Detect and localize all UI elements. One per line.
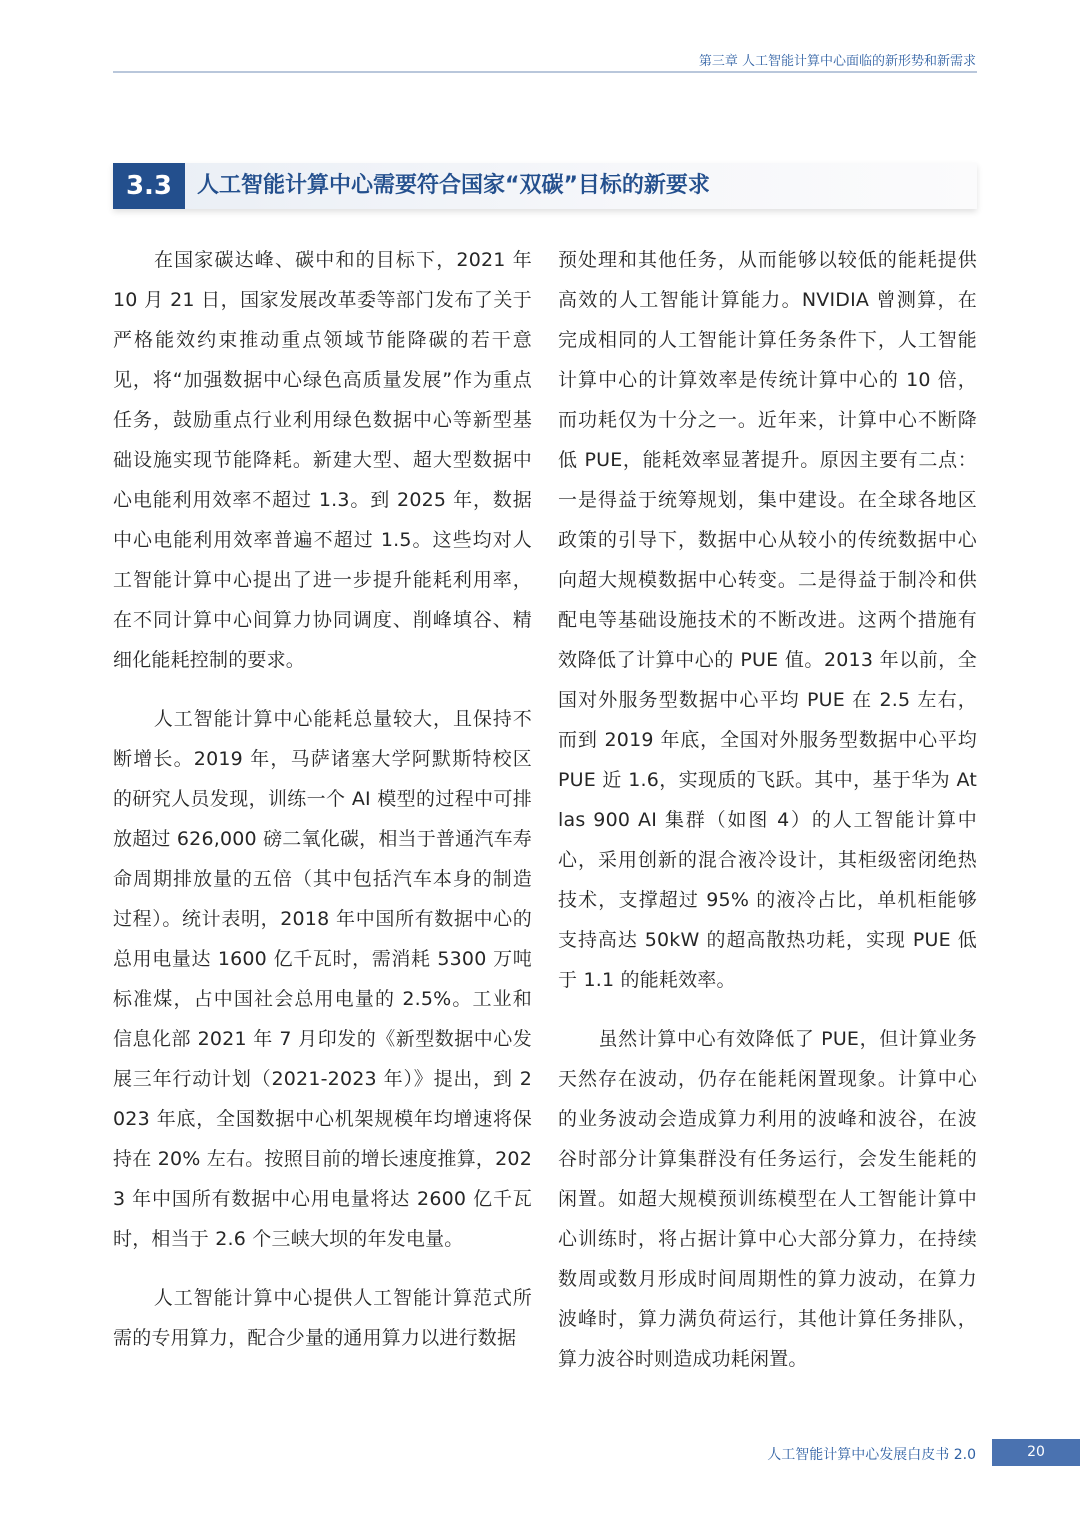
paragraph-3-start: 人工智能计算中心提供人工智能计算范式所需的专用算力，配合少量的通用算力以进行数据 (113, 1287, 532, 1349)
header-divider (113, 71, 977, 73)
paragraph-2: 人工智能计算中心能耗总量较大，且保持不断增长。2019 年，马萨诸塞大学阿默斯特校区的研究人员发现，训练一个 AI 模型的过程中可排放超过 626,000 磅二氧化碳，相当于普通汽车寿命周期排放量的五倍（其中包括汽车本身的制造过程）。统计表明，2018 年中国所有数据中心的总用电量达 1600 亿千瓦时，需消耗 5300 万吨标准煤，占中国社会总用电量的 2.5%。工业和信息化部 2021 年 7 月印发的《新型数据中心发展三年行动计划（2021-2023 年）》提出，到 2023 年底，全国数据中心机架规模年均增速将保持在 20% 左右。按照目前的增长速度推算，2023 年中国所有数据中心用电量将达 2600 亿千瓦时，相当于 2.6 个三峡大坝的年发电量。 (113, 708, 532, 1250)
paragraph-3-continued: 预处理和其他任务，从而能够以较低的能耗提供高效的人工智能计算能力。NVIDIA 曾测算，在完成相同的人工智能计算任务条件下，人工智能计算中心的计算效率是传统计算中心的 10 倍，而功耗仅为十分之一。近年来，计算中心不断降低 PUE，能耗效率显著提升。原因主要有二点：一是得益于统筹规划，集中建设。在全球各地区政策的引导下，数据中心从较小的传统数据中心向超大规模数据中心转变。二是得益于制冷和供配电等基础设施技术的不断改进。这两个措施有效降低了计算中心的 PUE 值。2013 年以前，全国对外服务型数据中心平均 PUE 在 2.5 左右，而到 2019 年底，全国对外服务型数据中心平均 PUE 近 1.6，实现质的飞跃。其中，基于华为 Atlas 900 AI 集群（如图 4）的人工智能计算中心，采用创新的混合液冷设计，其柜级密闭绝热技术，支撑超过 95% 的液冷占比，单机柜能够支持高达 50kW 的超高散热功耗，实现 PUE 低于 1.1 的能耗效率。 (558, 249, 977, 991)
paragraph-4: 虽然计算中心有效降低了 PUE，但计算业务天然存在波动，仍存在能耗闲置现象。计算中心的业务波动会造成算力利用的波峰和波谷，在波谷时部分计算集群没有任务运行，会发生能耗的闲置。如超大规模预训练模型在人工智能计算中心训练时，将占据计算中心大部分算力，在持续数周或数月形成时间周期性的算力波动，在算力波峰时，算力满负荷运行，其他计算任务排队，算力波谷时则造成功耗闲置。 (558, 1028, 977, 1370)
paragraph-1: 在国家碳达峰、碳中和的目标下，2021 年 10 月 21 日，国家发展改革委等部门发布了关于严格能效约束推动重点领域节能降碳的若干意见，将“加强数据中心绿色高质量发展”作为重点任务，鼓励重点行业利用绿色数据中心等新型基础设施实现节能降耗。新建大型、超大型数据中心电能利用效率不超过 1.3。到 2025 年，数据中心电能利用效率普遍不超过 1.5。这些均对人工智能计算中心提出了进一步提升能耗利用率，在不同计算中心间算力协同调度、削峰填谷、精细化能耗控制的要求。 (113, 249, 532, 671)
running-header: 第三章 人工智能计算中心面临的新形势和新需求 (698, 54, 976, 69)
right-column (558, 240, 977, 1379)
section-banner (113, 163, 977, 209)
section-title: 人工智能计算中心需要符合国家“双碳”目标的新要求 (197, 173, 710, 198)
page-number: 20 (992, 1439, 1080, 1466)
footer-book-title: 人工智能计算中心发展白皮书 2.0 (767, 1447, 976, 1463)
section-number: 3.3 (113, 163, 185, 209)
left-column (113, 240, 532, 1358)
